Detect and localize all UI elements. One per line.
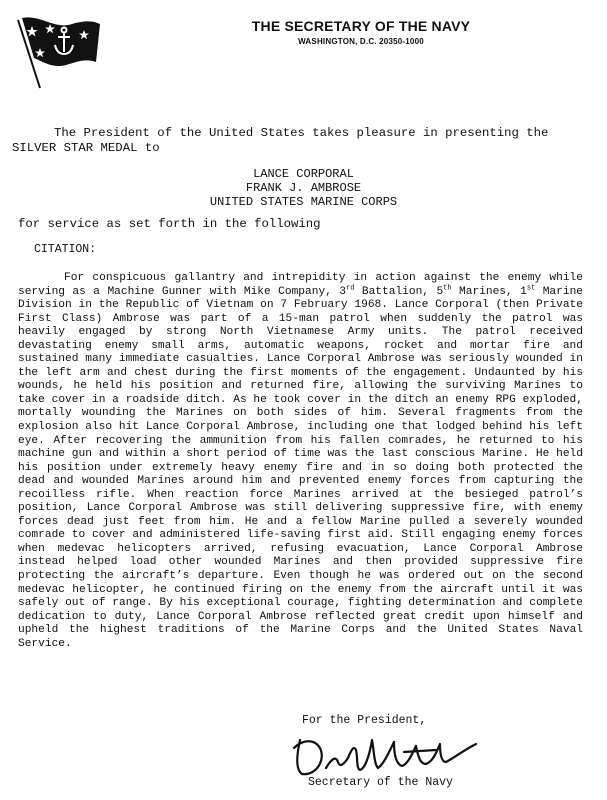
recipient-block bbox=[0, 167, 607, 209]
recipient-name: FRANK J. AMBROSE bbox=[245, 181, 362, 195]
ordinal-suffix: st bbox=[526, 283, 536, 292]
citation-part: Marine Division in the Republic of Vietnam on 7 February 1968. Lance Corporal (then Private First Class) Ambrose was part of a 15-man patrol when suddenly the patrol was heavily engaged by strong North Vietnamese Army units. The patrol received devastating enemy small arms, automatic weapons, rocket and mortar fire and sustained many immediate casualties. Lance Corporal Ambrose was seriously wounded in the left arm and chest during the first moments of the engagement. Undaunted by his wounds, he held his position and returned fire, allowing the surviving Marines to take cover in a roadside ditch. As he took cover in the ditch an enemy RPG exploded, mortally wounding the Marines on both sides of him. Several fragments from the explosion also hit Lance Corporal Ambrose, including one that lodged behind his left eye. After recovering the ammunition from his fallen comrades, he returned to his machine gun and within a short period of time was the last conscious Marine. He held his position under extremely heavy enemy fire and in so doing both protected the dead and wounded Marines around him and prevented enemy forces from capturing the recoilless rifle. When reaction force Marines arrived at the besieged patrol’s position, Lance Corporal Ambrose was still delivering suppressive fire, with enemy forces dead just feet from him. He and a fellow Marine pulled a severely wounded comrade to cover and administered life-saving first aid. Still engaging enemy forces when medevac helicopters arrived, refusing evacuation, Lance Corporal Ambrose instead helped load other wounded Marines and then provided suppressive fire protecting the aircraft’s departure. Even though he was ordered out on the second medevac helicopter, he continued firing on the enemy from the aircraft until it was safely out of range. By his exceptional courage, fighting determination and complete dedication to duty, Lance Corporal Ambrose reflected great credit upon himself and upheld the highest traditions of the Marine Corps and the United States Naval Service. bbox=[18, 285, 583, 650]
recipient-rank: LANCE CORPORAL bbox=[253, 167, 354, 181]
citation-text bbox=[18, 272, 583, 651]
intro-paragraph: The President of the United States takes pleasure in presenting the SILVER STAR MEDAL to bbox=[12, 126, 549, 155]
letterhead-title: THE SECRETARY OF THE NAVY bbox=[251, 18, 471, 34]
signer-title: Secretary of the Navy bbox=[308, 776, 453, 789]
citation-part: For conspicuous gallantry and intrepidity in action against the enemy while serving as a Machine Gunner with Mike Company, 3 bbox=[18, 272, 583, 298]
citation-part: Battalion, 5 bbox=[354, 285, 444, 298]
citation-part: Marines, 1 bbox=[451, 285, 527, 298]
secnav-flag-icon bbox=[10, 12, 110, 92]
letterhead-address: WASHINGTON, D.C. 20350-1000 bbox=[298, 37, 424, 46]
closing-line: For the President, bbox=[302, 714, 427, 727]
ordinal-suffix: th bbox=[443, 283, 452, 292]
recipient-branch: UNITED STATES MARINE CORPS bbox=[209, 195, 398, 209]
signature-image bbox=[286, 728, 496, 780]
ordinal-suffix: rd bbox=[346, 283, 355, 292]
citation-label: CITATION: bbox=[34, 243, 97, 256]
service-line: for service as set forth in the following bbox=[18, 217, 321, 231]
